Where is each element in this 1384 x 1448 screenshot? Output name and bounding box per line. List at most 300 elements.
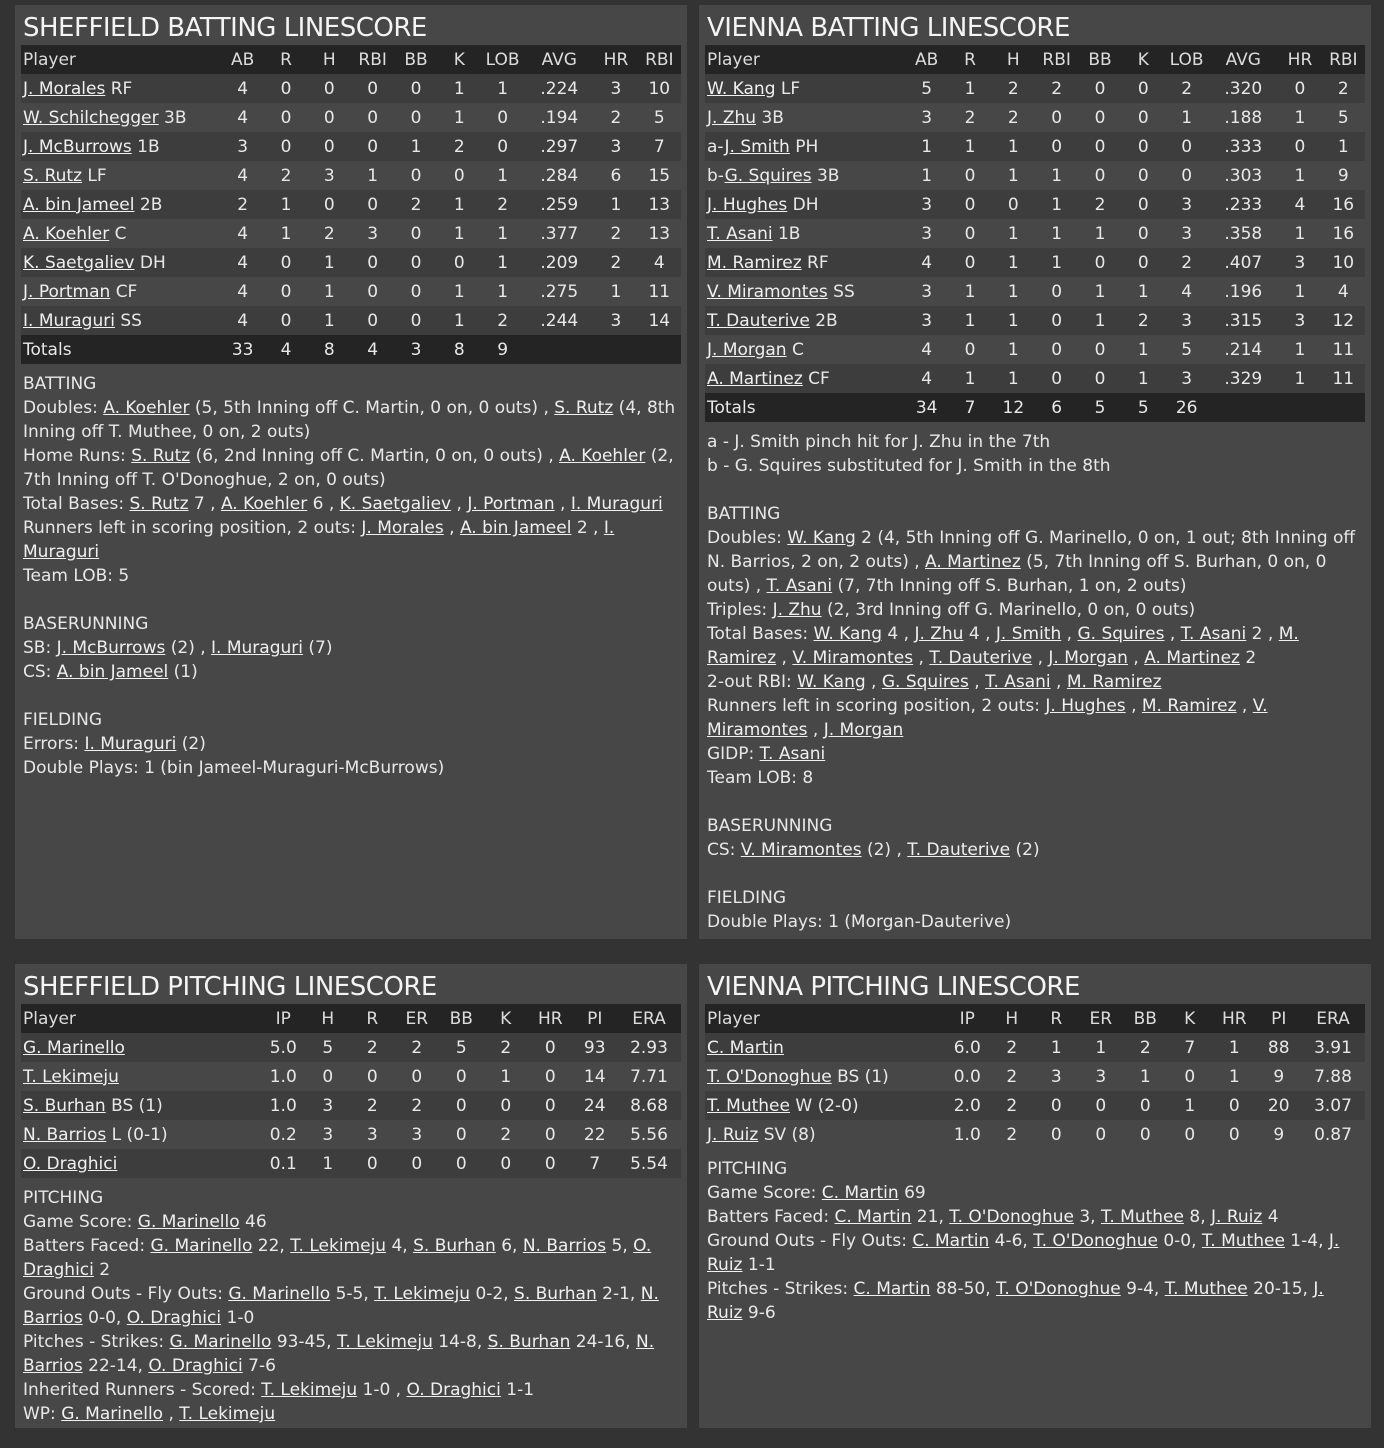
stat-cell: 0 — [1137, 194, 1149, 215]
player-link[interactable]: N. Barrios — [23, 1284, 659, 1328]
column-header: IP — [959, 1008, 975, 1029]
stat-cell: 1 — [1094, 223, 1106, 244]
player-link[interactable]: A. bin Jameel — [23, 194, 135, 215]
player-link[interactable]: T. Asani — [707, 223, 773, 244]
stat-cell: 0 — [1094, 107, 1106, 128]
note-text: 0-2, — [470, 1284, 515, 1304]
player-link[interactable]: T. Muthee — [1100, 1207, 1184, 1227]
player-link[interactable]: V. Miramontes — [792, 648, 914, 668]
stat-cell: 2 — [1051, 78, 1063, 99]
player-link[interactable]: I. Muraguri — [211, 638, 303, 658]
player-link[interactable]: T. Asani — [985, 672, 1051, 692]
stat-cell: 0 — [410, 310, 422, 331]
stat-cell: 1 — [1051, 194, 1063, 215]
stat-cell: 0 — [544, 1066, 556, 1087]
column-header: BB — [449, 1008, 473, 1029]
vienna-pitching-table — [705, 1004, 1365, 1149]
player-link[interactable]: J. Morgan — [823, 720, 904, 740]
stat-cell: 1 — [497, 252, 509, 273]
player-link[interactable]: C. Martin — [834, 1207, 912, 1227]
player-link[interactable]: G. Marinello — [150, 1236, 253, 1256]
table-row — [705, 248, 1365, 277]
player-link[interactable]: S. Burhan — [413, 1236, 496, 1256]
player-link[interactable]: J. Smith — [724, 136, 790, 157]
player-link[interactable]: S. Rutz — [131, 446, 191, 466]
stat-cell: 0 — [323, 107, 335, 128]
player-link[interactable]: W. Kang — [797, 672, 866, 692]
player-link[interactable]: W. Kang — [813, 624, 882, 644]
column-header: HR — [1221, 1008, 1247, 1029]
player-link[interactable]: I. Muraguri — [570, 494, 663, 514]
player-cell — [705, 1091, 945, 1120]
player-link[interactable]: T. O'Donoghue — [949, 1207, 1074, 1227]
stat-cell: 0 — [1137, 252, 1149, 273]
player-cell — [705, 277, 905, 306]
note-spacer — [23, 684, 679, 708]
stat-cell: .259 — [540, 194, 579, 215]
stat-cell: 5 — [1094, 397, 1106, 418]
player-link[interactable]: J. Smith — [995, 624, 1062, 644]
note-text: 6 , — [307, 494, 340, 514]
stat-cell: 26 — [1175, 397, 1198, 418]
note-text: (1) — [168, 662, 198, 682]
stat-cell: 1 — [1137, 368, 1149, 389]
player-link[interactable]: J. Zhu — [707, 107, 757, 128]
column-header: Player — [707, 1008, 760, 1029]
stat-cell: .244 — [540, 310, 579, 331]
note-text: 4 , — [882, 624, 915, 644]
sheffield-batting-table — [21, 45, 681, 364]
note-text: 5-5, — [330, 1284, 375, 1304]
table-header-row — [705, 1004, 1365, 1033]
player-link[interactable]: V. Miramontes — [707, 281, 828, 302]
player-link[interactable]: T. Lekimeju — [261, 1380, 358, 1400]
player-link[interactable]: S. Rutz — [23, 165, 83, 186]
player-link[interactable]: O. Draghici — [23, 1236, 652, 1280]
column-header: HR — [537, 1008, 563, 1029]
stat-cell: 1 — [964, 368, 976, 389]
player-position: RF — [807, 252, 829, 273]
stat-cell: 3.07 — [1314, 1095, 1352, 1116]
player-link[interactable]: K. Saetgaliev — [339, 494, 452, 514]
player-link[interactable]: S. Burhan — [23, 1095, 106, 1116]
player-link[interactable]: T. Muthee — [1201, 1231, 1285, 1251]
player-link[interactable]: M. Ramirez — [707, 252, 802, 273]
stat-cell: 3 — [237, 136, 249, 157]
player-link[interactable]: T. Muthee — [1164, 1279, 1248, 1299]
stat-cell: 1 — [1007, 339, 1019, 360]
note-text: 4 , — [963, 624, 996, 644]
stat-cell: 1 — [323, 310, 335, 331]
player-link[interactable]: J. Hughes — [707, 194, 788, 215]
player-link[interactable]: A. bin Jameel — [56, 662, 169, 682]
stat-cell: 1 — [921, 136, 933, 157]
stat-cell: 2 — [500, 1037, 512, 1058]
player-link[interactable]: T. Lekimeju — [336, 1332, 433, 1352]
table-header-row — [705, 45, 1365, 74]
column-header: AB — [915, 49, 939, 70]
player-link[interactable]: T. O'Donoghue — [707, 1066, 832, 1087]
player-link[interactable]: K. Saetgaliev — [23, 252, 135, 273]
player-link[interactable]: J. Portman — [467, 494, 555, 514]
player-position: 3B — [761, 107, 784, 128]
stat-cell: .377 — [540, 223, 579, 244]
player-link[interactable]: T. Asani — [766, 576, 833, 596]
player-link[interactable]: M. Ramirez — [1066, 672, 1162, 692]
player-link[interactable]: J. Morgan — [1048, 648, 1128, 668]
note-text: Doubles: — [707, 528, 788, 548]
stat-cell: 3 — [410, 339, 422, 360]
stat-cell: 0 — [1051, 136, 1063, 157]
column-header: AVG — [541, 49, 577, 70]
stat-cell: 2 — [1006, 1037, 1018, 1058]
player-link[interactable]: J. Ruiz — [707, 1279, 1324, 1323]
stat-cell: 1 — [453, 107, 465, 128]
player-link[interactable]: O. Draghici — [406, 1380, 501, 1400]
stat-cell: 2 — [453, 136, 465, 157]
note-text: 20-15, — [1247, 1279, 1314, 1299]
stat-cell: 1 — [1137, 281, 1149, 302]
column-header: H — [1005, 1008, 1019, 1029]
note-line — [707, 1157, 1363, 1181]
table-row — [21, 248, 681, 277]
stat-cell: .315 — [1224, 310, 1263, 331]
column-header: ERA — [1316, 1008, 1350, 1029]
note-text: BATTING — [23, 374, 97, 394]
note-text: , — [1125, 696, 1142, 716]
player-link[interactable]: A. Koehler — [103, 398, 190, 418]
stat-cell: .233 — [1224, 194, 1263, 215]
player-cell — [21, 1091, 261, 1120]
player-link[interactable]: A. Koehler — [220, 494, 308, 514]
note-line — [23, 396, 679, 444]
player-link[interactable]: G. Marinello — [61, 1404, 164, 1424]
stat-cell: 7 — [964, 397, 976, 418]
note-text: Team LOB: 8 — [707, 768, 814, 788]
player-link[interactable]: N. Barrios — [23, 1332, 655, 1376]
stat-cell: 0 — [455, 1153, 467, 1174]
stat-cell: 12 — [1002, 397, 1025, 418]
table-row — [21, 277, 681, 306]
column-header: PI — [1271, 1008, 1287, 1029]
note-text: Inherited Runners - Scored: — [23, 1380, 262, 1400]
stat-cell: 1 — [1007, 223, 1019, 244]
note-text: (5, 7th Inning off S. Burhan, 0 on, 0 outs) , — [707, 552, 1327, 596]
stat-cell: 0.1 — [269, 1153, 297, 1174]
stat-cell: .303 — [1224, 165, 1263, 186]
player-link[interactable]: A. Martinez — [1144, 648, 1240, 668]
stat-cell: 0 — [1228, 1124, 1240, 1145]
stat-cell: 0 — [1051, 310, 1063, 331]
stat-cell: 0 — [410, 252, 422, 273]
stat-cell: 0 — [322, 1066, 334, 1087]
stat-cell: 0 — [1094, 136, 1106, 157]
player-link[interactable]: J. Zhu — [772, 600, 822, 620]
column-header: RBI — [1042, 49, 1071, 70]
column-header: R — [280, 49, 292, 70]
stat-cell: 9 — [1273, 1066, 1285, 1087]
stat-cell: 1 — [453, 78, 465, 99]
player-link[interactable]: J. Hughes — [1045, 696, 1126, 716]
stat-cell: 4 — [237, 252, 249, 273]
stat-cell: 1.0 — [269, 1095, 297, 1116]
stat-cell: 1 — [497, 281, 509, 302]
stat-cell: 7.88 — [1314, 1066, 1352, 1087]
note-text: Game Score: — [707, 1183, 822, 1203]
column-header: BB — [1088, 49, 1112, 70]
player-link[interactable]: G. Marinello — [228, 1284, 331, 1304]
stat-cell: 0 — [1181, 165, 1193, 186]
player-link[interactable]: T. Dauterive — [907, 840, 1011, 860]
player-position: 3B — [816, 165, 840, 186]
player-position: CF — [115, 281, 138, 302]
player-link[interactable]: T. Muthee — [707, 1095, 790, 1116]
column-header: PI — [587, 1008, 603, 1029]
player-link[interactable]: W. Kang — [707, 78, 776, 99]
stat-cell: 5.56 — [630, 1124, 668, 1145]
table-row — [705, 1033, 1365, 1062]
stat-cell: 0 — [366, 1066, 378, 1087]
player-link[interactable]: O. Draghici — [148, 1356, 243, 1376]
pitcher-decision: W (2-0) — [795, 1095, 859, 1116]
stat-cell: 1 — [280, 194, 292, 215]
player-link[interactable]: I. Muraguri — [84, 734, 177, 754]
player-link[interactable]: N. Barrios — [522, 1236, 607, 1256]
player-link[interactable]: O. Draghici — [126, 1308, 222, 1328]
note-line — [707, 910, 1363, 934]
note-spacer — [23, 588, 679, 612]
table-row — [705, 1120, 1365, 1149]
player-cell — [21, 219, 221, 248]
stat-cell: 0 — [1137, 107, 1149, 128]
sub-prefix: a- — [707, 136, 725, 157]
table-row — [21, 1091, 681, 1120]
player-link[interactable]: I. Muraguri — [23, 310, 115, 331]
note-line — [23, 732, 679, 756]
player-link[interactable]: T. Lekimeju — [23, 1066, 119, 1087]
stat-cell: 0 — [367, 136, 379, 157]
column-header: Player — [23, 1008, 76, 1029]
stat-cell: 16 — [1332, 223, 1355, 244]
player-link[interactable]: A. bin Jameel — [459, 518, 572, 538]
player-link[interactable]: T. Asani — [759, 744, 826, 764]
player-link[interactable]: M. Ramirez — [707, 624, 1299, 668]
table-row — [705, 103, 1365, 132]
player-link[interactable]: J. Morales — [23, 78, 106, 99]
stat-cell: 3 — [921, 223, 933, 244]
note-line — [23, 1186, 679, 1210]
stat-cell: 0 — [1094, 368, 1106, 389]
stat-cell: 2 — [610, 252, 622, 273]
stat-cell: 1 — [1050, 1037, 1062, 1058]
player-link[interactable]: C. Martin — [912, 1231, 990, 1251]
player-link[interactable]: J. Ruiz — [707, 1231, 1340, 1275]
player-link[interactable]: A. Martinez — [707, 368, 803, 389]
note-text: (4, 8th Inning off T. Muthee, 0 on, 2 outs) — [23, 398, 676, 442]
table-row — [705, 1091, 1365, 1120]
stat-cell: 0 — [964, 339, 976, 360]
table-row — [21, 1033, 681, 1062]
stat-cell: 2 — [410, 194, 422, 215]
player-link[interactable]: J. McBurrows — [23, 136, 132, 157]
player-link[interactable]: S. Rutz — [129, 494, 189, 514]
player-link[interactable]: C. Martin — [707, 1037, 784, 1058]
player-link[interactable]: T. O'Donoghue — [1033, 1231, 1158, 1251]
player-link[interactable]: T. Asani — [1180, 624, 1247, 644]
stat-cell: 0 — [410, 165, 422, 186]
note-text: (5, 5th Inning off C. Martin, 0 on, 0 outs) , — [189, 398, 555, 418]
note-text: FIELDING — [707, 888, 786, 908]
stat-cell: 1 — [453, 223, 465, 244]
stat-cell: 0 — [280, 281, 292, 302]
note-text: 9-6 — [742, 1303, 776, 1323]
stat-cell: 0 — [544, 1153, 556, 1174]
column-header: K — [1184, 1008, 1196, 1029]
player-link[interactable]: J. Ruiz — [707, 1124, 759, 1145]
player-link[interactable]: A. Martinez — [925, 552, 1021, 572]
stat-cell: 0 — [410, 107, 422, 128]
stat-cell: 3 — [366, 1124, 378, 1145]
stat-cell: 1 — [322, 1153, 334, 1174]
stat-cell: 1 — [1051, 165, 1063, 186]
column-header: LOB — [485, 49, 520, 70]
player-link[interactable]: S. Burhan — [514, 1284, 597, 1304]
player-link[interactable]: C. Martin — [821, 1183, 899, 1203]
player-link[interactable]: G. Squires — [881, 672, 969, 692]
stat-cell: 3 — [1181, 194, 1193, 215]
player-position: C — [791, 339, 804, 360]
note-line — [23, 1378, 679, 1402]
stat-cell: 1 — [453, 310, 465, 331]
note-text: , — [1236, 696, 1253, 716]
stat-cell: 5 — [653, 107, 665, 128]
player-link[interactable]: G. Squires — [1077, 624, 1165, 644]
stat-cell: 0 — [1137, 165, 1149, 186]
player-link[interactable]: J. Zhu — [914, 624, 964, 644]
stat-cell: .333 — [1224, 136, 1263, 157]
table-row — [21, 103, 681, 132]
player-link[interactable]: N. Barrios — [23, 1124, 107, 1145]
note-text: BASERUNNING — [707, 816, 833, 836]
player-link[interactable]: G. Squires — [724, 165, 812, 186]
stat-cell: 2 — [497, 194, 509, 215]
player-link[interactable]: S. Burhan — [487, 1332, 571, 1352]
player-link[interactable]: J. McBurrows — [56, 638, 166, 658]
stat-cell: 1 — [1294, 107, 1306, 128]
vienna-pitching-panel — [699, 964, 1371, 1428]
player-link[interactable]: T. Dauterive — [707, 310, 810, 331]
note-text: , — [443, 518, 460, 538]
column-header: R — [964, 49, 976, 70]
stat-cell: 2 — [1181, 252, 1193, 273]
player-link[interactable]: M. Ramirez — [1141, 696, 1237, 716]
stat-cell: 4 — [921, 339, 933, 360]
note-text: , — [163, 1404, 180, 1424]
note-text: 2 — [1239, 648, 1257, 668]
note-line — [23, 1234, 679, 1282]
stat-cell: 0 — [964, 223, 976, 244]
player-link[interactable]: T. Lekimeju — [179, 1404, 276, 1424]
stat-cell: 0 — [367, 281, 379, 302]
stat-cell: 2 — [411, 1095, 423, 1116]
player-link[interactable]: A. Koehler — [23, 223, 110, 244]
player-link[interactable]: W. Kang — [787, 528, 856, 548]
stat-cell: 1 — [367, 165, 379, 186]
stat-cell: 9 — [497, 339, 509, 360]
stat-cell: 7 — [653, 136, 665, 157]
stat-cell: 0.2 — [269, 1124, 297, 1145]
player-link[interactable]: T. Lekimeju — [374, 1284, 471, 1304]
stat-cell: 14 — [583, 1066, 606, 1087]
stat-cell: 3 — [1181, 310, 1193, 331]
player-link[interactable]: V. Miramontes — [707, 696, 1268, 740]
panel-title: SHEFFIELD BATTING LINESCORE — [23, 13, 427, 43]
note-text: GIDP: — [707, 744, 760, 764]
note-text: Total Bases: — [707, 624, 814, 644]
player-link[interactable]: S. Rutz — [554, 398, 614, 418]
player-link[interactable]: W. Schilchegger — [23, 107, 159, 128]
table-row — [705, 161, 1365, 190]
note-text: Runners left in scoring position, 2 outs: — [23, 518, 362, 538]
player-cell — [21, 277, 221, 306]
stat-cell: 1 — [1184, 1095, 1196, 1116]
stat-cell: 0 — [280, 252, 292, 273]
column-header: BB — [404, 49, 428, 70]
stat-cell: .188 — [1224, 107, 1263, 128]
player-cell — [705, 103, 905, 132]
player-link[interactable]: J. Morgan — [707, 339, 787, 360]
stat-cell: 3 — [1095, 1066, 1107, 1087]
player-link[interactable]: C. Martin — [853, 1279, 931, 1299]
stat-cell: 1 — [1007, 368, 1019, 389]
note-text: a - J. Smith pinch hit for J. Zhu in the 7th — [707, 432, 1051, 452]
note-line — [707, 598, 1363, 622]
player-link[interactable]: J. Morales — [361, 518, 444, 538]
note-text: Pitches - Strikes: — [23, 1332, 170, 1352]
player-link[interactable]: G. Marinello — [137, 1212, 240, 1232]
player-link[interactable]: J. Ruiz — [1211, 1207, 1263, 1227]
stat-cell: 0 — [1137, 78, 1149, 99]
stat-cell: 1 — [1337, 136, 1349, 157]
player-link[interactable]: T. O'Donoghue — [996, 1279, 1121, 1299]
vienna-batting-table — [705, 45, 1365, 422]
player-link[interactable]: G. Marinello — [169, 1332, 272, 1352]
stat-cell: 1 — [1228, 1066, 1240, 1087]
player-cell — [21, 306, 221, 335]
column-header: AB — [231, 49, 255, 70]
note-text: Ground Outs - Fly Outs: — [707, 1231, 913, 1251]
stat-cell: .224 — [540, 78, 579, 99]
note-line — [707, 814, 1363, 838]
player-link[interactable]: I. Muraguri — [23, 518, 615, 562]
player-link[interactable]: V. Miramontes — [740, 840, 862, 860]
player-position: DH — [792, 194, 819, 215]
column-header: RBI — [645, 49, 674, 70]
player-link[interactable]: J. Portman — [23, 281, 111, 302]
player-cell — [705, 364, 905, 393]
stat-cell: 0 — [367, 194, 379, 215]
note-line — [23, 1402, 679, 1426]
player-link[interactable]: G. Marinello — [23, 1037, 125, 1058]
player-link[interactable]: T. Dauterive — [929, 648, 1033, 668]
column-header: Player — [23, 49, 76, 70]
player-link[interactable]: T. Lekimeju — [290, 1236, 387, 1256]
player-link[interactable]: O. Draghici — [23, 1153, 118, 1174]
note-text: (2, 7th Inning off T. O'Donoghue, 2 on, 0 outs) — [23, 446, 674, 490]
player-position: 1B — [777, 223, 801, 244]
player-link[interactable]: A. Koehler — [559, 446, 646, 466]
note-text: , — [451, 494, 468, 514]
